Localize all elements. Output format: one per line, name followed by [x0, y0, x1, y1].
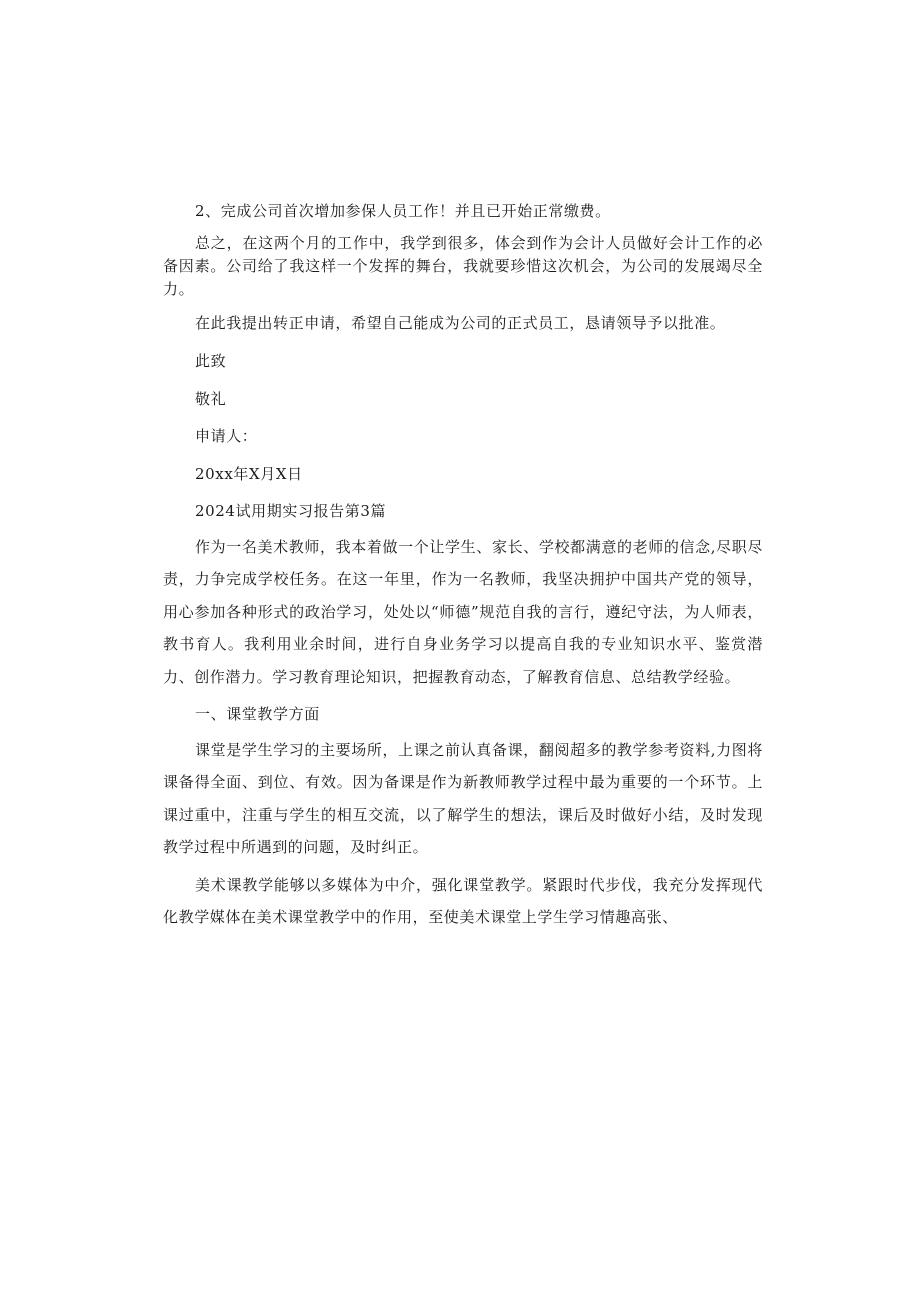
paragraph-art-teacher-intro: 作为一名美术教师，我本着做一个让学生、家长、学校都满意的老师的信念,尽职尽责，力争完成学校任务。在这一年里，作为一名教师，我坚决拥护中国共产党的领导，用心参加各种形式的政治学习，处处以“师德”规范自我的言行，遵纪守法，为人师表，教书育人。我利用业余时间，进行自身业务学习以提高自我的专业知识水平、鉴赏潜力、创作潜力。学习教育理论知识，把握教育动态，了解教育信息、总结教学经验。 [163, 537, 763, 686]
applicant-signature-label: 申请人： [195, 427, 258, 445]
closing-salutation: 此致 [195, 352, 227, 370]
document-page [163, 200, 763, 934]
paragraph-insurance-task: 2、完成公司首次增加参保人员工作！并且已开始正常缴费。 [195, 202, 611, 220]
paragraph-multimedia-teaching: 美术课教学能够以多媒体为中介，强化课堂教学。紧跟时代步伐，我充分发挥现代化教学媒体在美术课堂教学中的作用，至使美术课堂上学生学习情趣高张、 [163, 875, 763, 926]
paragraph-application-request: 在此我提出转正申请，希望自己能成为公司的正式员工，恳请领导予以批准。 [195, 314, 726, 332]
heading-classroom-teaching: 一、课堂教学方面 [195, 705, 320, 723]
closing-regards: 敬礼 [195, 389, 227, 408]
paragraph-summary: 总之，在这两个月的工作中，我学到很多，体会到作为会计人员做好会计工作的必备因素。公司给了我这样一个发挥的舞台，我就要珍惜这次机会，为公司的发展竭尽全力。 [163, 234, 763, 298]
paragraph-classroom-preparation: 课堂是学生学习的主要场所，上课之前认真备课，翻阅超多的教学参考资料,力图将课备得全面、到位、有效。因为备课是作为新教师教学过程中最为重要的一个环节。上课过重中，注重与学生的相互交流，以了解学生的想法，课后及时做好小结，及时发现教学过程中所遇到的问题，及时纠正。 [163, 740, 763, 856]
application-date: 20xx年X月X日 [195, 464, 303, 483]
section-title: 2024试用期实习报告第3篇 [195, 502, 387, 520]
